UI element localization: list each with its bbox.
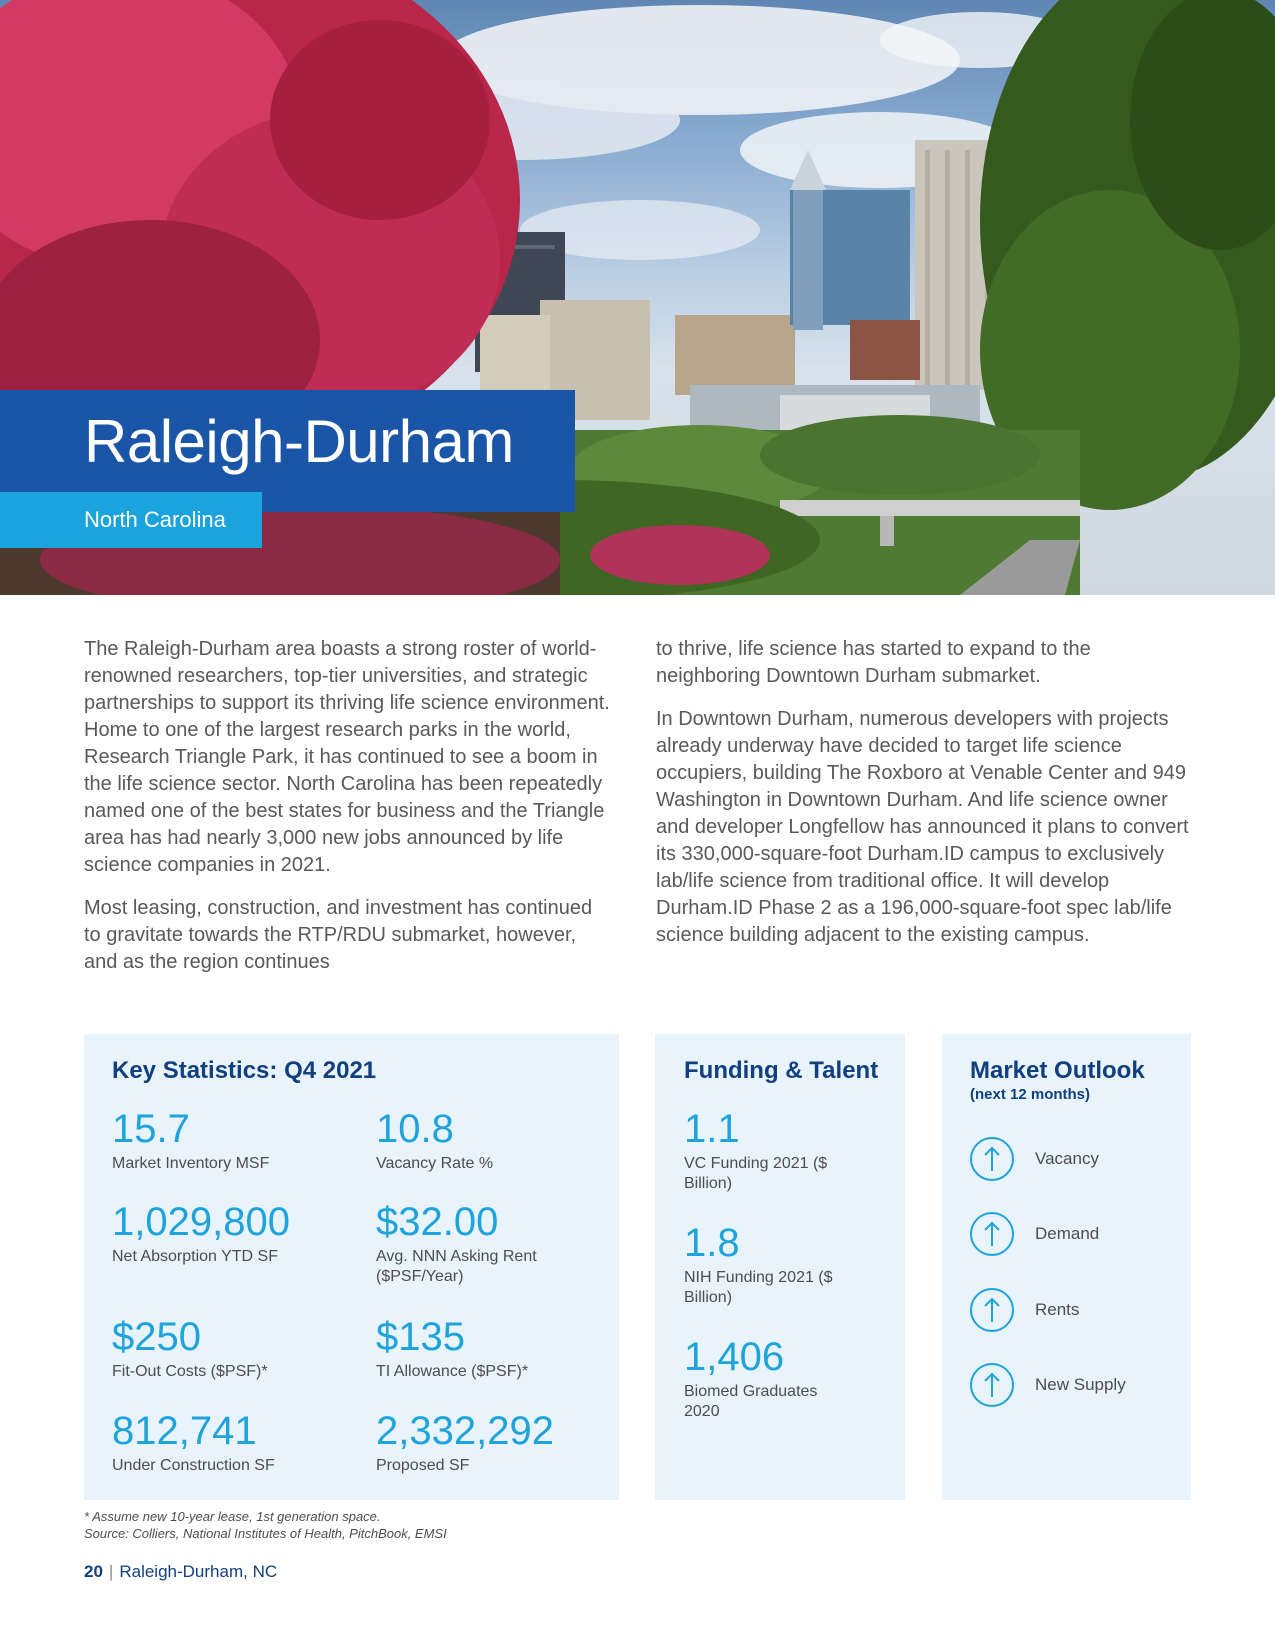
stat-label: Fit-Out Costs ($PSF)* bbox=[112, 1363, 268, 1380]
stat-label: Net Absorption YTD SF bbox=[112, 1248, 278, 1265]
outlook-label: Rents bbox=[1035, 1300, 1080, 1319]
stat-label: Avg. NNN Asking Rent ($PSF/Year) bbox=[376, 1248, 537, 1285]
page-number: 20 bbox=[84, 1562, 103, 1581]
footnote-source: Source: Colliers, National Institutes of Health, PitchBook, EMSI bbox=[84, 1526, 447, 1541]
page-title: Raleigh-Durham bbox=[84, 408, 514, 475]
footnote bbox=[84, 1508, 447, 1542]
stat-value: $250 bbox=[112, 1315, 201, 1359]
market-outlook-title: Market Outlook bbox=[970, 1057, 1145, 1084]
stat-label: Biomed Graduates 2020 bbox=[684, 1383, 818, 1420]
paragraph: to thrive, life science has started to expand to the neighboring Downtown Durham submarket. bbox=[656, 638, 1091, 687]
footer-location: Raleigh-Durham, NC bbox=[119, 1562, 278, 1581]
stat-label: NIH Funding 2021 ($ Billion) bbox=[684, 1269, 833, 1306]
paragraph: The Raleigh-Durham area boasts a strong roster of world-renowned researchers, top-tier universities, and strategic partnerships to support its thriving life science environment. Home to one of the largest research parks in the world, Research Triangle Park, it has continued to see a boom in the life science sector. North Carolina has been repeatedly named one of the best states for business and the Triangle area has had nearly 3,000 new jobs announced by life science companies in 2021. bbox=[84, 638, 610, 876]
funding-talent-title: Funding & Talent bbox=[684, 1057, 879, 1084]
outlook-label: Vacancy bbox=[1035, 1149, 1099, 1168]
body-column-right bbox=[656, 636, 1191, 965]
key-statistics-title: Key Statistics: Q4 2021 bbox=[112, 1057, 377, 1084]
funding-talent-panel bbox=[655, 1034, 905, 1500]
stat-value: $32.00 bbox=[376, 1200, 499, 1244]
arrow-up-icon bbox=[969, 1136, 1015, 1182]
stat-value: 1,406 bbox=[684, 1335, 785, 1379]
page-subtitle: North Carolina bbox=[84, 507, 226, 532]
arrow-up-icon bbox=[969, 1211, 1015, 1257]
stat-value: $135 bbox=[376, 1315, 465, 1359]
stat-label: VC Funding 2021 ($ Billion) bbox=[684, 1155, 828, 1192]
stat-value: 2,332,292 bbox=[376, 1409, 554, 1453]
footnote-line: * Assume new 10-year lease, 1st generation space. bbox=[84, 1509, 381, 1524]
paragraph: In Downtown Durham, numerous developers with projects already underway have decided to target life science occupiers, building The Roxboro at Venable Center and 949 Washington in Downtown Durham. And life science owner and developer Longfellow has announced it plans to convert its 330,000-square-foot Durham.ID campus to exclusively lab/life science from traditional office. It will develop Durham.ID Phase 2 as a 196,000-square-foot spec lab/life science building adjacent to the existing campus. bbox=[656, 708, 1189, 946]
arrow-up-icon bbox=[969, 1287, 1015, 1333]
page-footer bbox=[84, 1561, 277, 1583]
stat-value: 812,741 bbox=[112, 1409, 257, 1453]
outlook-label: Demand bbox=[1035, 1224, 1100, 1243]
paragraph: Most leasing, construction, and investment has continued to gravitate towards the RTP/RDU submarket, however, and as the region continues bbox=[84, 897, 593, 973]
stat-label: Under Construction SF bbox=[112, 1457, 275, 1474]
stat-label: Vacancy Rate % bbox=[376, 1155, 494, 1172]
footer-separator: | bbox=[108, 1562, 114, 1581]
stat-value: 1.1 bbox=[684, 1107, 740, 1151]
stat-label: Proposed SF bbox=[376, 1457, 470, 1474]
market-outlook-panel bbox=[942, 1034, 1191, 1500]
stat-value: 1,029,800 bbox=[112, 1200, 290, 1244]
stat-value: 15.7 bbox=[112, 1107, 190, 1151]
stat-label: Market Inventory MSF bbox=[112, 1155, 270, 1172]
outlook-label: New Supply bbox=[1035, 1375, 1126, 1394]
body-column-left bbox=[84, 636, 614, 992]
market-outlook-subtitle: (next 12 months) bbox=[970, 1086, 1091, 1103]
stat-label: TI Allowance ($PSF)* bbox=[376, 1363, 529, 1380]
key-statistics-panel bbox=[84, 1034, 619, 1500]
stat-value: 10.8 bbox=[376, 1107, 454, 1151]
arrow-up-icon bbox=[969, 1362, 1015, 1408]
stat-value: 1.8 bbox=[684, 1221, 740, 1265]
